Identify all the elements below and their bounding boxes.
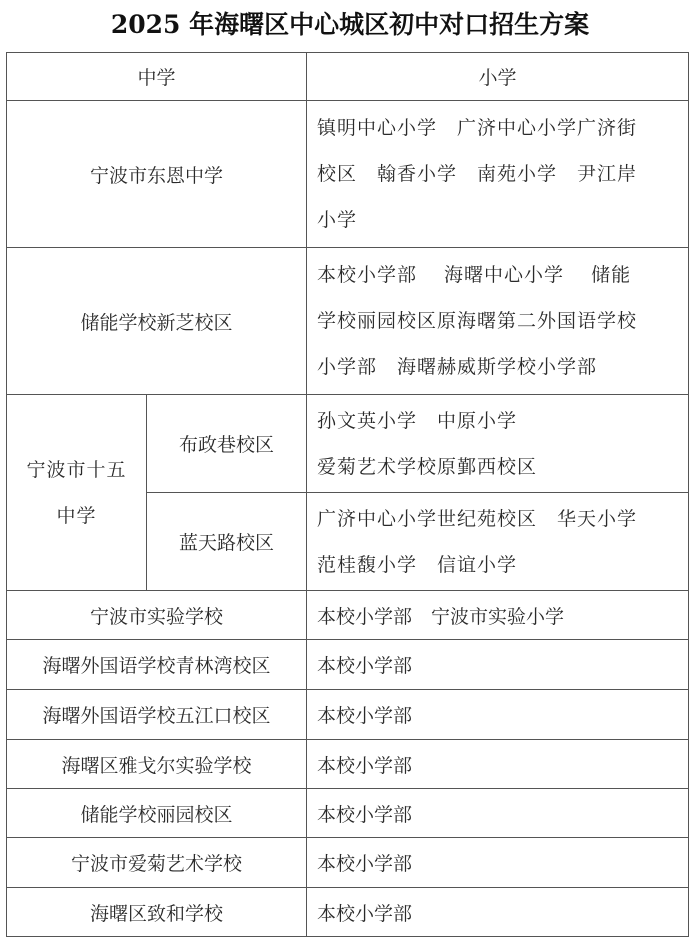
- primary-school-cell: [307, 101, 689, 248]
- primary-school-cell: 本校小学部: [307, 789, 689, 838]
- table-row: [7, 640, 689, 690]
- middle-school-cell: 海曙外国语学校青林湾校区: [7, 640, 307, 690]
- primary-school-cell: 本校小学部: [307, 690, 689, 740]
- enrollment-table: [6, 52, 689, 937]
- table-row: [7, 248, 689, 395]
- middle-school-cell: 宁波市实验学校: [7, 591, 307, 640]
- header-row: [7, 53, 689, 101]
- primary-line: 学校丽园校区原海曙第二外国语学校: [317, 310, 638, 332]
- primary-line: 范桂馥小学 信谊小学: [317, 553, 518, 576]
- primary-school-cell: 本校小学部 宁波市实验小学: [307, 591, 689, 640]
- table-row: [7, 888, 689, 937]
- campus-cell: 布政巷校区: [147, 395, 307, 493]
- primary-school-cell: [307, 248, 689, 395]
- middle-school-line: 中学: [56, 504, 97, 527]
- table-row: [7, 101, 689, 248]
- primary-school-cell: [307, 395, 689, 493]
- primary-school-cell: [307, 493, 689, 591]
- header-primary-school: 小学: [307, 53, 689, 101]
- table-row: [7, 838, 689, 888]
- primary-line: 校区 翰香小学 南苑小学 尹江岸: [317, 163, 638, 185]
- primary-line: 小学部 海曙赫威斯学校小学部: [317, 356, 598, 378]
- middle-school-cell: 海曙区雅戈尔实验学校: [7, 740, 307, 789]
- middle-school-line: 宁波市十五: [26, 458, 127, 481]
- middle-school-cell: 储能学校新芝校区: [7, 248, 307, 395]
- page-title: 2025 年海曙区中心城区初中对口招生方案: [110, 10, 590, 39]
- primary-school-cell: 本校小学部: [307, 838, 689, 888]
- campus-cell: 蓝天路校区: [147, 493, 307, 591]
- primary-school-cell: 本校小学部: [307, 740, 689, 789]
- middle-school-cell: 宁波市爱菊艺术学校: [7, 838, 307, 888]
- primary-line: 孙文英小学 中原小学: [317, 409, 518, 432]
- table-row: [7, 740, 689, 789]
- middle-school-cell: 海曙外国语学校五江口校区: [7, 690, 307, 740]
- table-row: [7, 591, 689, 640]
- primary-line: 本校小学部 海曙中心小学 储能: [317, 264, 632, 286]
- primary-line: 爱菊艺术学校原鄞西校区: [317, 455, 538, 478]
- primary-line: 小学: [317, 209, 358, 231]
- table-row: [7, 690, 689, 740]
- middle-school-cell: 海曙区致和学校: [7, 888, 307, 937]
- header-middle-school: 中学: [7, 53, 307, 101]
- primary-line: 镇明中心小学 广济中心小学广济街: [317, 117, 638, 139]
- primary-school-cell: 本校小学部: [307, 888, 689, 937]
- middle-school-cell: 储能学校丽园校区: [7, 789, 307, 838]
- primary-line: 广济中心小学世纪苑校区 华天小学: [317, 507, 638, 530]
- middle-school-cell: 宁波市东恩中学: [7, 101, 307, 248]
- primary-school-cell: 本校小学部: [307, 640, 689, 690]
- table-row: [7, 789, 689, 838]
- middle-school-cell: [7, 395, 147, 591]
- table-row: [7, 395, 689, 493]
